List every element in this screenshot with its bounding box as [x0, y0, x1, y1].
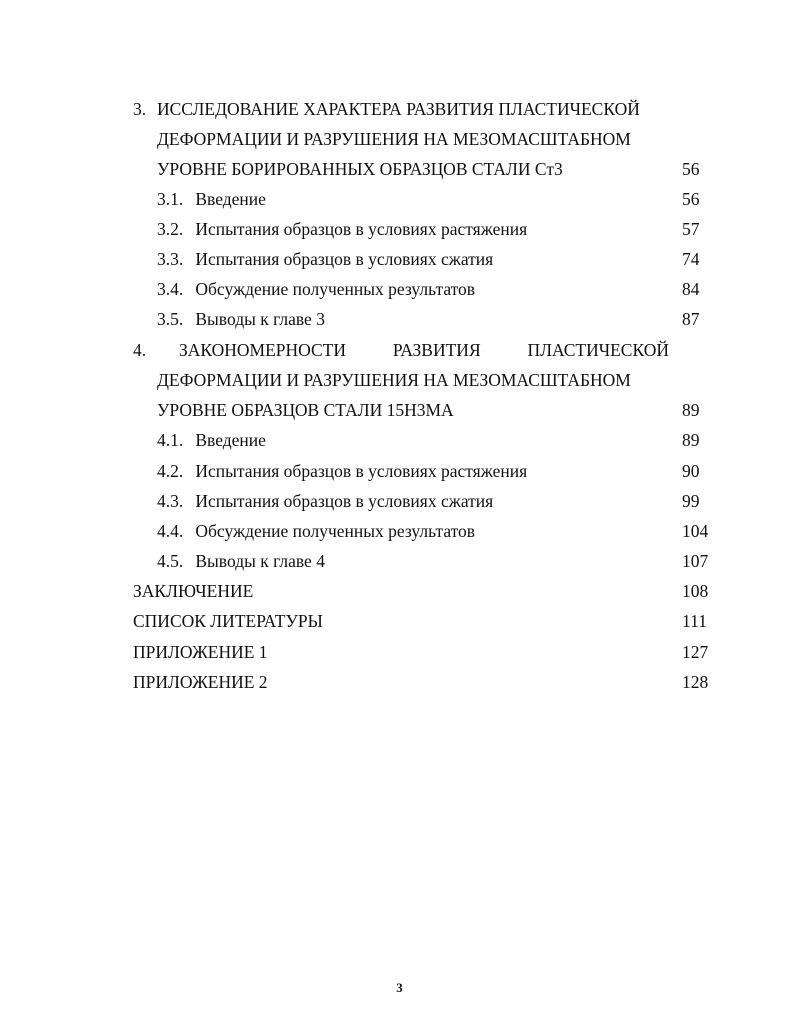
section-number: 4.2. — [157, 461, 184, 481]
section-number: 3.4. — [157, 279, 184, 299]
section-3-3 — [157, 247, 493, 271]
chapter-3-title-line-2: ДЕФОРМАЦИИ И РАЗРУШЕНИЯ НА МЕЗОМАСШТАБНОМ — [157, 129, 631, 149]
appendix-2-page: 128 — [682, 672, 709, 692]
section-title: Обсуждение полученных результатов — [195, 521, 476, 541]
section-4-2-page: 90 — [682, 461, 700, 481]
section-4-3-page: 99 — [682, 491, 700, 511]
section-4-2 — [157, 459, 527, 483]
section-number: 3.5. — [157, 309, 184, 329]
section-title: Выводы к главе 3 — [195, 309, 325, 329]
bibliography-page: 111 — [682, 611, 707, 631]
section-number: 4.5. — [157, 551, 184, 571]
section-3-1-page: 56 — [682, 189, 700, 209]
section-number: 4.1. — [157, 430, 184, 450]
section-title: Испытания образцов в условиях сжатия — [195, 249, 494, 269]
chapter-4-number: 4. — [133, 340, 147, 360]
section-number: 4.3. — [157, 491, 184, 511]
section-3-4 — [157, 277, 475, 301]
chapter-4-word-2: РАЗВИТИЯ — [392, 340, 481, 360]
chapter-3-page: 56 — [682, 159, 700, 179]
section-3-3-page: 74 — [682, 249, 700, 269]
section-3-5 — [157, 307, 325, 331]
appendix-2-entry: ПРИЛОЖЕНИЕ 2 — [133, 672, 268, 692]
section-3-4-page: 84 — [682, 279, 700, 299]
section-title: Испытания образцов в условиях сжатия — [195, 491, 494, 511]
conclusion-entry: ЗАКЛЮЧЕНИЕ — [133, 581, 254, 601]
section-4-5 — [157, 549, 325, 573]
section-title: Обсуждение полученных результатов — [195, 279, 476, 299]
chapter-3-title-line-1 — [133, 97, 669, 121]
chapter-4-title-line-2: ДЕФОРМАЦИИ И РАЗРУШЕНИЯ НА МЕЗОМАСШТАБНОМ — [157, 370, 631, 390]
section-4-4 — [157, 519, 475, 543]
page-number: 3 — [396, 980, 403, 995]
section-number: 3.2. — [157, 219, 184, 239]
section-3-2-page: 57 — [682, 219, 700, 239]
appendix-1-page: 127 — [682, 642, 709, 662]
section-title: Выводы к главе 4 — [195, 551, 325, 571]
appendix-1-entry: ПРИЛОЖЕНИЕ 1 — [133, 642, 268, 662]
section-title: Введение — [195, 189, 266, 209]
section-number: 3.3. — [157, 249, 184, 269]
section-4-3 — [157, 489, 493, 513]
chapter-4-word-1: ЗАКОНОМЕРНОСТИ — [178, 340, 346, 360]
section-title: Испытания образцов в условиях растяжения — [195, 219, 528, 239]
chapter-4-title-line-3: УРОВНЕ ОБРАЗЦОВ СТАЛИ 15Н3МА — [157, 400, 454, 420]
chapter-3-title-line-3: УРОВНЕ БОРИРОВАННЫХ ОБРАЗЦОВ СТАЛИ Ст3 — [157, 159, 563, 179]
chapter-3-number: 3. — [133, 99, 147, 119]
chapter-3-title-text-1: ИССЛЕДОВАНИЕ ХАРАКТЕРА РАЗВИТИЯ ПЛАСТИЧЕСКОЙ — [157, 99, 640, 119]
section-4-1 — [157, 428, 266, 452]
section-title: Введение — [195, 430, 266, 450]
chapter-4-word-3: ПЛАСТИЧЕСКОЙ — [527, 340, 669, 360]
section-4-1-page: 89 — [682, 430, 700, 450]
section-3-5-page: 87 — [682, 309, 700, 329]
conclusion-page: 108 — [682, 581, 709, 601]
section-number: 3.1. — [157, 189, 184, 209]
bibliography-entry: СПИСОК ЛИТЕРАТУРЫ — [133, 611, 323, 631]
section-4-4-page: 104 — [682, 521, 709, 541]
chapter-4-page: 89 — [682, 400, 700, 420]
chapter-4-title-line-1 — [133, 338, 669, 362]
section-3-2 — [157, 217, 527, 241]
section-4-5-page: 107 — [682, 551, 709, 571]
section-number: 4.4. — [157, 521, 184, 541]
section-3-1 — [157, 187, 266, 211]
chapter-4-title-justified — [133, 338, 669, 362]
section-title: Испытания образцов в условиях растяжения — [195, 461, 528, 481]
